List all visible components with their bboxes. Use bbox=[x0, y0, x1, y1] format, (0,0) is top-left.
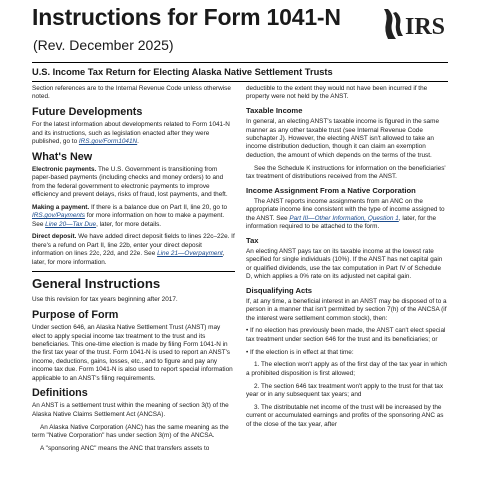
section-rule bbox=[32, 271, 235, 272]
general-instructions-text: Use this revision for tax years beginning after 2017. bbox=[32, 296, 178, 304]
irs-logo bbox=[382, 7, 446, 41]
taxable-income-text-2: See the Schedule K instructions for information on the beneficiaries' tax treatment of distributions received from the ANST. bbox=[246, 164, 446, 181]
svg-text:IRS: IRS bbox=[405, 14, 446, 40]
disqualifying-item-1: 1. The election won't apply as of the first day of the tax year in which a prohibited disposition is first allowed; bbox=[246, 361, 447, 377]
form-link[interactable]: IRS.gov/Form1041N bbox=[78, 138, 138, 146]
header-rule-bottom bbox=[32, 81, 448, 82]
disqualifying-item-2: 2. The section 646 tax treatment won't apply to the trust for that tax year or in any subsequent tax years; and bbox=[246, 382, 444, 399]
left-column bbox=[32, 85, 235, 458]
disqualifying-bullet-2: • If the election is in effect at that time: bbox=[246, 348, 354, 356]
purpose-text: Under section 646, an Alaska Native Settlement Trust (ANST) may elect to apply special income tax treatment to the trust and its beneficiaries. This one-time election is made by filing Form 1041-N in the first tax year of the trust. Form 1041-N is used to report an ANST's income, deductions, gains, losses, etc., and to figure and pay any income tax due. Form 1041-N is also used to report special information applicable to an ANST's filing requirements. bbox=[32, 324, 233, 382]
intro-text: Section references are to the Internal Revenue Code unless otherwise noted. bbox=[32, 85, 231, 101]
header-rule bbox=[32, 62, 448, 63]
line21-link[interactable]: Line 21—Overpayment bbox=[157, 250, 223, 258]
payments-link[interactable]: IRS.gov/Payments bbox=[32, 212, 85, 220]
purpose-heading: Purpose of Form bbox=[32, 309, 119, 322]
document-title: Instructions for Form 1041-N bbox=[32, 4, 341, 30]
income-assignment-text: The ANST reports income assignments from an ANC on the appropriate income line consistent with the type of income assigned to the ANST. See Part III—Other Information, Question 1, later, for the information required to be attached to the form. bbox=[246, 197, 445, 231]
disqualifying-item-3: 3. The distributable net income of the trust will be increased by the current or accumulated earnings and profits of the sponsoring ANC as of the close of the tax year, after bbox=[246, 403, 444, 428]
tax-text: An electing ANST pays tax on its taxable income at the lowest rate specified for single individuals (10%). If the ANST has net capital gain or qualified dividends, use the tax computation in Part IV of Schedule D, which applies a 0% rate on its adjusted net capital gain. bbox=[246, 247, 443, 281]
direct-deposit-text: Direct deposit. We have added direct deposit fields to lines 22c–22e. If there's a refund on Part II, line 22b, enter your direct deposit information on lines 22c, 22d, and 22e. See Line 21—Overpayment, later, for more information. bbox=[32, 233, 235, 266]
whats-new-heading: What's New bbox=[32, 150, 93, 163]
continued-text: deductible to the extent they would not have been incurred if the property were not held by the ANST. bbox=[246, 85, 428, 101]
electronic-payments-text: Electronic payments. The U.S. Government is transitioning from paper-based payments (including checks and money orders) to and from the federal government to electronic payments to improve efficiency and prevent delays, risks of fraud, lost payments, and theft. bbox=[32, 165, 228, 199]
line20-link[interactable]: Line 20—Tax Due bbox=[45, 220, 97, 228]
general-instructions-heading: General Instructions bbox=[32, 276, 161, 292]
income-assignment-heading: Income Assignment From a Native Corporation bbox=[246, 185, 416, 195]
disqualifying-acts-text: If, at any time, a beneficial interest in an ANST may be disposed of to a person in a manner that isn't permitted by section 7(h) of the ANCSA (if the interest were settlement common stock), then: bbox=[246, 297, 447, 322]
future-developments-heading: Future Developments bbox=[32, 106, 143, 119]
revision-date: (Rev. December 2025) bbox=[33, 37, 174, 53]
future-developments-text: For the latest information about developments related to Form 1041-N and its instructions, such as legislation enacted after they were published, go to IRS.gov/Form1041N. bbox=[32, 121, 230, 146]
definitions-text-2: An Alaska Native Corporation (ANC) has the same meaning as the term "Native Corporation" has under section 3(m) of the ANCSA. bbox=[32, 423, 229, 440]
form-subtitle: U.S. Income Tax Return for Electing Alaska Native Settlement Trusts bbox=[32, 67, 333, 77]
disqualifying-bullet-1: • If no election has previously been made, the ANST can't elect special tax treatment under section 646 for the trust and its beneficiaries; or bbox=[246, 327, 446, 343]
making-payment-text: Making a payment. If there is a balance due on Part II, line 20, go to IRS.gov/Payments for more information on how to make a payment. See Line 20—Tax Due, later, for more details. bbox=[32, 203, 228, 228]
tax-heading: Tax bbox=[246, 235, 259, 245]
definitions-text: An ANST is a settlement trust within the meaning of section 3(t) of the Alaska Native Claims Settlement Act (ANCSA). bbox=[32, 402, 229, 418]
taxable-income-text: In general, an electing ANST's taxable income is figured in the same manner as any other taxable trust (see Internal Revenue Code subchapter J). However, the electing ANST isn't allowed to take an income distribution deduction, though it can claim an exemption deduction, the amount of which depends on the terms of the trust. bbox=[246, 118, 440, 159]
disqualifying-acts-heading: Disqualifying Acts bbox=[246, 285, 312, 295]
taxable-income-heading: Taxable Income bbox=[246, 106, 303, 116]
definitions-heading: Definitions bbox=[32, 387, 88, 400]
definitions-text-3: A "sponsoring ANC" means the ANC that transfers assets to bbox=[40, 444, 210, 452]
part3-link[interactable]: Part III—Other Information, Question 1 bbox=[289, 214, 399, 222]
right-column bbox=[246, 85, 449, 433]
